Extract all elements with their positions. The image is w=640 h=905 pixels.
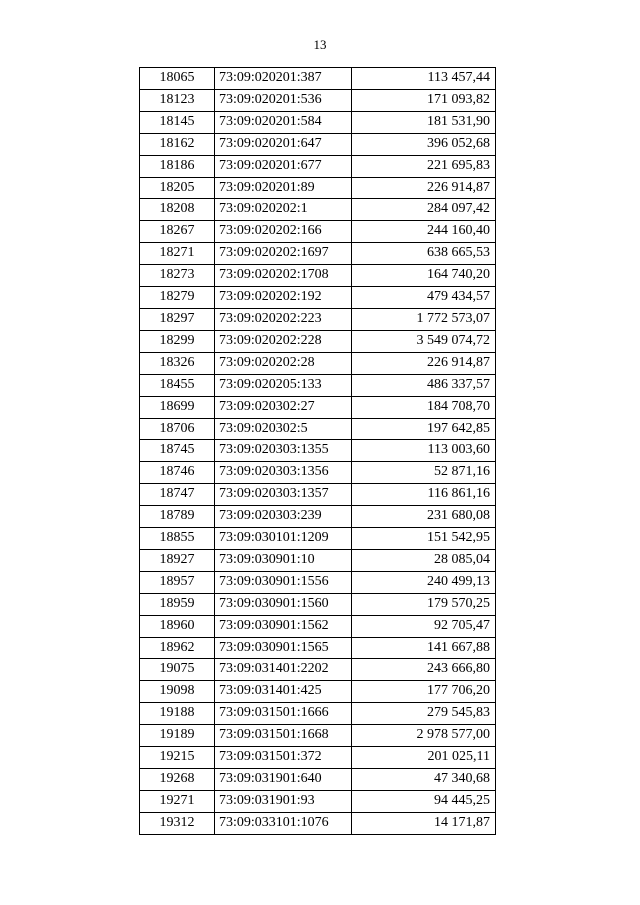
- row-number-cell: 18123: [140, 89, 215, 111]
- table-row: [140, 177, 496, 199]
- table-row: [140, 790, 496, 812]
- cadastral-number-cell: 73:09:020202:228: [215, 330, 352, 352]
- table-row: [140, 352, 496, 374]
- table-row: [140, 593, 496, 615]
- row-number-cell: 18855: [140, 528, 215, 550]
- row-number-cell: 18326: [140, 352, 215, 374]
- cadastral-number-cell: 73:09:030901:1562: [215, 615, 352, 637]
- cadastral-number-cell: 73:09:031901:93: [215, 790, 352, 812]
- cadastral-number-cell: 73:09:020201:387: [215, 68, 352, 90]
- table-row: [140, 528, 496, 550]
- row-number-cell: 18455: [140, 374, 215, 396]
- value-cell: 28 085,04: [352, 549, 496, 571]
- value-cell: 1 772 573,07: [352, 308, 496, 330]
- row-number-cell: 18186: [140, 155, 215, 177]
- table-row: [140, 68, 496, 90]
- table-row: [140, 769, 496, 791]
- cadastral-number-cell: 73:09:031401:425: [215, 681, 352, 703]
- table-row: [140, 243, 496, 265]
- value-cell: 94 445,25: [352, 790, 496, 812]
- table-row: [140, 506, 496, 528]
- row-number-cell: 19271: [140, 790, 215, 812]
- row-number-cell: 18162: [140, 133, 215, 155]
- cadastral-number-cell: 73:09:031501:372: [215, 747, 352, 769]
- table-row: [140, 484, 496, 506]
- cadastral-number-cell: 73:09:020201:677: [215, 155, 352, 177]
- row-number-cell: 19098: [140, 681, 215, 703]
- row-number-cell: 19188: [140, 703, 215, 725]
- value-cell: 226 914,87: [352, 352, 496, 374]
- cadastral-number-cell: 73:09:033101:1076: [215, 812, 352, 834]
- table-row: [140, 221, 496, 243]
- value-cell: 201 025,11: [352, 747, 496, 769]
- row-number-cell: 18747: [140, 484, 215, 506]
- cadastral-number-cell: 73:09:020303:1357: [215, 484, 352, 506]
- cadastral-number-cell: 73:09:020202:1708: [215, 265, 352, 287]
- table-row: [140, 659, 496, 681]
- value-cell: 177 706,20: [352, 681, 496, 703]
- value-cell: 164 740,20: [352, 265, 496, 287]
- value-cell: 113 003,60: [352, 440, 496, 462]
- cadastral-number-cell: 73:09:030901:10: [215, 549, 352, 571]
- value-cell: 221 695,83: [352, 155, 496, 177]
- table-row: [140, 637, 496, 659]
- value-cell: 279 545,83: [352, 703, 496, 725]
- cadastral-number-cell: 73:09:030901:1560: [215, 593, 352, 615]
- row-number-cell: 19312: [140, 812, 215, 834]
- row-number-cell: 18271: [140, 243, 215, 265]
- cadastral-number-cell: 73:09:031401:2202: [215, 659, 352, 681]
- row-number-cell: 18699: [140, 396, 215, 418]
- table-row: [140, 747, 496, 769]
- table-row: [140, 155, 496, 177]
- row-number-cell: 18208: [140, 199, 215, 221]
- value-cell: 486 337,57: [352, 374, 496, 396]
- value-cell: 396 052,68: [352, 133, 496, 155]
- value-cell: 141 667,88: [352, 637, 496, 659]
- cadastral-number-cell: 73:09:020302:5: [215, 418, 352, 440]
- cadastral-number-cell: 73:09:020202:192: [215, 287, 352, 309]
- row-number-cell: 18962: [140, 637, 215, 659]
- row-number-cell: 18279: [140, 287, 215, 309]
- cadastral-number-cell: 73:09:020303:1356: [215, 462, 352, 484]
- row-number-cell: 18205: [140, 177, 215, 199]
- data-table: [139, 67, 496, 835]
- table-row: [140, 374, 496, 396]
- table-row: [140, 265, 496, 287]
- value-cell: 226 914,87: [352, 177, 496, 199]
- value-cell: 181 531,90: [352, 111, 496, 133]
- page-number: 13: [313, 37, 327, 52]
- cadastral-number-cell: 73:09:020201:584: [215, 111, 352, 133]
- value-cell: 244 160,40: [352, 221, 496, 243]
- cadastral-number-cell: 73:09:020303:239: [215, 506, 352, 528]
- row-number-cell: 19189: [140, 725, 215, 747]
- value-cell: 113 457,44: [352, 68, 496, 90]
- table-row: [140, 440, 496, 462]
- row-number-cell: 18746: [140, 462, 215, 484]
- table-body: [140, 68, 496, 835]
- table-row: [140, 199, 496, 221]
- value-cell: 284 097,42: [352, 199, 496, 221]
- row-number-cell: 19075: [140, 659, 215, 681]
- value-cell: 2 978 577,00: [352, 725, 496, 747]
- value-cell: 197 642,85: [352, 418, 496, 440]
- table-row: [140, 615, 496, 637]
- row-number-cell: 18065: [140, 68, 215, 90]
- table-row: [140, 287, 496, 309]
- row-number-cell: 18267: [140, 221, 215, 243]
- row-number-cell: 18273: [140, 265, 215, 287]
- cadastral-number-cell: 73:09:020202:166: [215, 221, 352, 243]
- cadastral-number-cell: 73:09:030901:1556: [215, 571, 352, 593]
- table-row: [140, 308, 496, 330]
- value-cell: 116 861,16: [352, 484, 496, 506]
- row-number-cell: 18789: [140, 506, 215, 528]
- value-cell: 638 665,53: [352, 243, 496, 265]
- value-cell: 240 499,13: [352, 571, 496, 593]
- value-cell: 171 093,82: [352, 89, 496, 111]
- value-cell: 231 680,08: [352, 506, 496, 528]
- row-number-cell: 18927: [140, 549, 215, 571]
- table-row: [140, 681, 496, 703]
- table-row: [140, 812, 496, 834]
- cadastral-number-cell: 73:09:020201:89: [215, 177, 352, 199]
- value-cell: 14 171,87: [352, 812, 496, 834]
- cadastral-number-cell: 73:09:031501:1666: [215, 703, 352, 725]
- row-number-cell: 19268: [140, 769, 215, 791]
- cadastral-number-cell: 73:09:031501:1668: [215, 725, 352, 747]
- value-cell: 184 708,70: [352, 396, 496, 418]
- row-number-cell: 19215: [140, 747, 215, 769]
- cadastral-number-cell: 73:09:030101:1209: [215, 528, 352, 550]
- cadastral-number-cell: 73:09:020202:28: [215, 352, 352, 374]
- cadastral-number-cell: 73:09:020302:27: [215, 396, 352, 418]
- value-cell: 92 705,47: [352, 615, 496, 637]
- table-row: [140, 89, 496, 111]
- table-row: [140, 111, 496, 133]
- cadastral-number-cell: 73:09:020201:647: [215, 133, 352, 155]
- table-row: [140, 549, 496, 571]
- table-row: [140, 571, 496, 593]
- table-row: [140, 725, 496, 747]
- row-number-cell: 18957: [140, 571, 215, 593]
- row-number-cell: 18745: [140, 440, 215, 462]
- row-number-cell: 18297: [140, 308, 215, 330]
- cadastral-number-cell: 73:09:020202:1697: [215, 243, 352, 265]
- cadastral-number-cell: 73:09:020202:1: [215, 199, 352, 221]
- value-cell: 243 666,80: [352, 659, 496, 681]
- row-number-cell: 18145: [140, 111, 215, 133]
- value-cell: 52 871,16: [352, 462, 496, 484]
- value-cell: 479 434,57: [352, 287, 496, 309]
- table-row: [140, 462, 496, 484]
- row-number-cell: 18960: [140, 615, 215, 637]
- cadastral-number-cell: 73:09:030901:1565: [215, 637, 352, 659]
- cadastral-number-cell: 73:09:020201:536: [215, 89, 352, 111]
- table-row: [140, 396, 496, 418]
- cadastral-number-cell: 73:09:020202:223: [215, 308, 352, 330]
- value-cell: 179 570,25: [352, 593, 496, 615]
- cadastral-number-cell: 73:09:020205:133: [215, 374, 352, 396]
- cadastral-number-cell: 73:09:020303:1355: [215, 440, 352, 462]
- value-cell: 3 549 074,72: [352, 330, 496, 352]
- row-number-cell: 18959: [140, 593, 215, 615]
- row-number-cell: 18706: [140, 418, 215, 440]
- table-row: [140, 418, 496, 440]
- table-row: [140, 133, 496, 155]
- value-cell: 47 340,68: [352, 769, 496, 791]
- row-number-cell: 18299: [140, 330, 215, 352]
- table-row: [140, 703, 496, 725]
- table-row: [140, 330, 496, 352]
- cadastral-number-cell: 73:09:031901:640: [215, 769, 352, 791]
- value-cell: 151 542,95: [352, 528, 496, 550]
